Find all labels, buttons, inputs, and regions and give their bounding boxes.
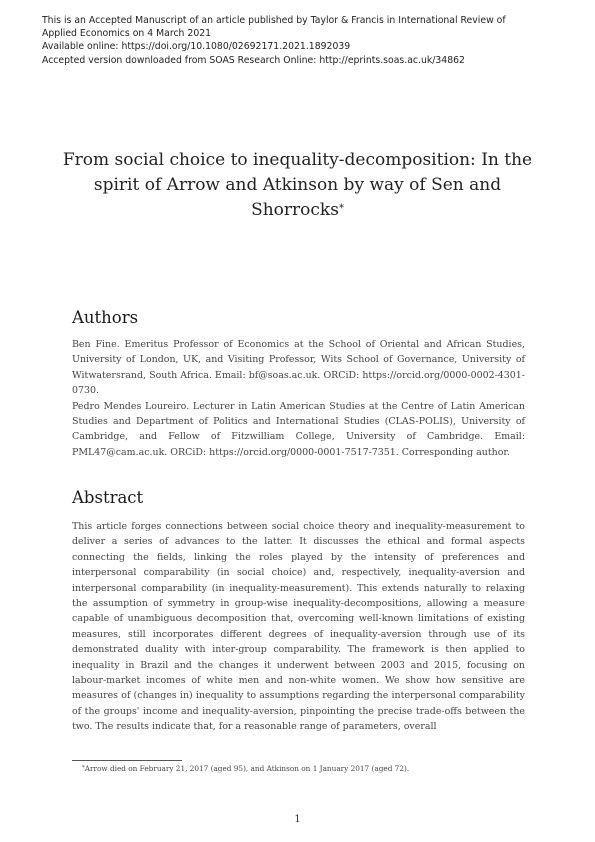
paper-title-text: From social choice to inequality-decomposition: In the spirit of Arrow and Atkinson by way of Sen and Shorrocks: [62, 150, 533, 220]
footnote-mark: *: [82, 765, 85, 771]
notice-line: Available online: https://doi.org/10.1080/02692171.2021.1892039: [42, 41, 351, 53]
author-entry: Ben Fine. Emeritus Professor of Economics at the School of Oriental and African Studies, University of London, UK, and Visiting Professor, Wits School of Governance, University of Witwatersrand, South Africa. Email: bf@soas.ac.uk. ORCiD: https://orcid.org/0000-0002-4301-0730.: [72, 339, 525, 397]
authors-section: [72, 337, 525, 460]
page-number: 1: [294, 814, 301, 825]
notice-line: Applied Economics on 4 March 2021: [42, 28, 212, 40]
abstract-text: This article forges connections between social choice theory and inequality-measurement to deliver a series of advances to the latter. It discusses the ethical and formal aspects connecting the fields, linking the roles played by the intensity of preferences and interpersonal comparability (in social choice) and, respectively, inequality-aversion and interpersonal comparability (in inequality-measurement). This extends naturally to relaxing the assumption of symmetry in group-wise inequality-decompositions, allowing a measure capable of unambiguous decomposition that, overcoming well-known limitations of existing measures, still incorporates different degrees of inequality-aversion through use of its demonstrated duality with inter-group comparability. The framework is then applied to inequality in Brazil and the changes it underwent between 2003 and 2015, focusing on labour-market incomes of white men and non-white women. We show how sensitive are measures of (changes in) inequality to assumptions regarding the interpersonal comparability of the groups' income and inequality-aversion, pinpointing the precise trade-offs between the two. The results indicate that, for a reasonable range of parameters, overall: [72, 521, 525, 733]
paper-title: [60, 148, 535, 223]
footnote: [72, 763, 525, 774]
notice-line: This is an Accepted Manuscript of an article published by Taylor & Francis in International Review of: [42, 15, 506, 26]
footnote-text: Arrow died on February 21, 2017 (aged 95), and Atkinson on 1 January 2017 (aged 72).: [84, 764, 410, 773]
manuscript-notice: [42, 14, 562, 67]
abstract-section: [72, 519, 525, 735]
title-footnote-mark: *: [338, 203, 344, 214]
author-entry: Pedro Mendes Loureiro. Lecturer in Latin American Studies at the Centre of Latin American Studies and Department of Politics and International Studies (CLAS-POLIS), University of Cambridge, and Fellow of Fitzwilliam College, University of Cambridge. Email: PML47@cam.ac.uk. ORCiD: https://orcid.org/0000-0001-7517-7351. Corresponding author.: [72, 400, 525, 458]
footnote-rule: [72, 760, 182, 761]
notice-line: Accepted version downloaded from SOAS Research Online: http://eprints.soas.ac.uk/34862: [42, 54, 465, 66]
abstract-heading: Abstract: [72, 488, 144, 507]
authors-heading: Authors: [72, 308, 139, 327]
